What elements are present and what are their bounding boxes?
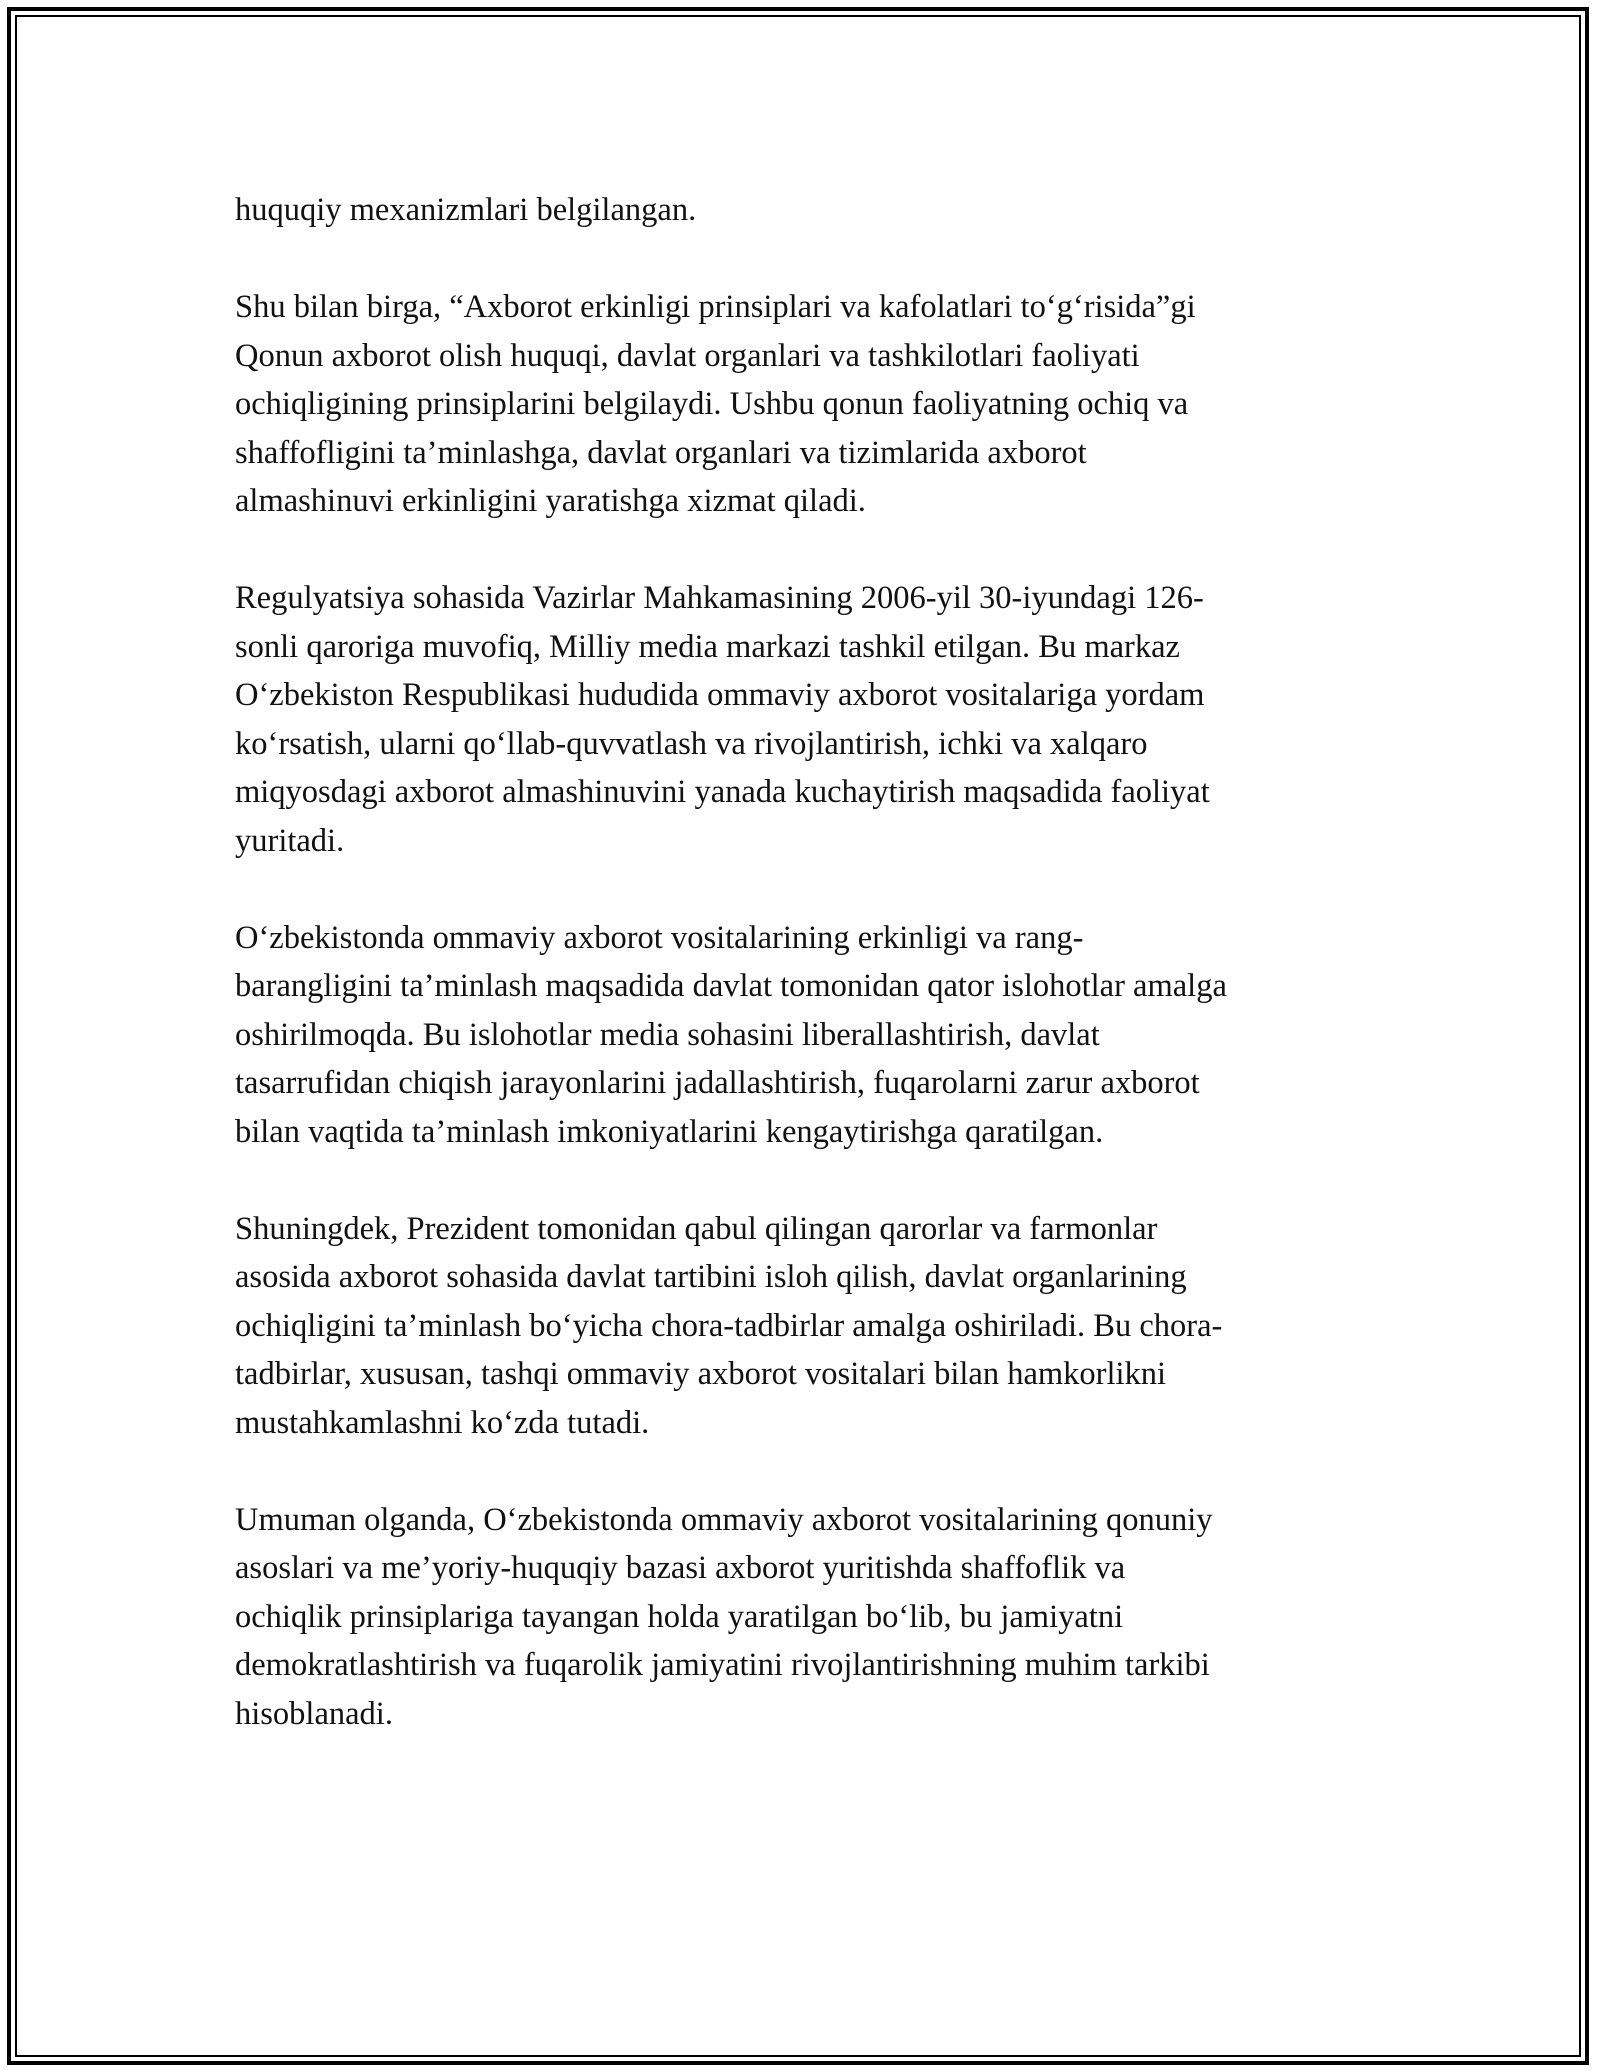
text-line: tadbirlar, xususan, tashqi ommaviy axborot vositalari bilan hamkorlikni	[235, 1356, 1167, 1392]
text-line: demokratlashtirish va fuqarolik jamiyatini rivojlantirishning muhim tarkibi	[235, 1647, 1210, 1683]
text-line: shaffofligini ta’minlashga, davlat organlari va tizimlarida axborot	[235, 434, 1087, 471]
paragraph-6	[235, 1496, 1375, 1739]
text-line: Regulyatsiya sohasida Vazirlar Mahkamasining 2006-yil 30-iyundagi 126-	[235, 580, 1204, 616]
paragraph-2	[235, 283, 1375, 526]
text-line: Qonun axborot olish huquqi, davlat organlari va tashkilotlari faoliyati	[235, 337, 1140, 374]
text-line: huquqiy mexanizmlari belgilangan.	[235, 192, 697, 228]
text-line: ochiqligini ta’minlash bo‘yicha chora-tadbirlar amalga oshiriladi. Bu chora-	[235, 1307, 1223, 1344]
text-line: bilan vaqtida ta’minlash imkoniyatlarini kengaytirishga qaratilgan.	[235, 1113, 1104, 1150]
paragraph-1	[235, 186, 1375, 235]
document-body	[235, 186, 1375, 1787]
paragraph-4	[235, 914, 1375, 1157]
text-line: miqyosdagi axborot almashinuvini yanada kuchaytirish maqsadida faoliyat	[235, 774, 1210, 810]
text-line: sonli qaroriga muvofiq, Milliy media markazi tashkil etilgan. Bu markaz	[235, 628, 1180, 665]
text-line: O‘zbekiston Respublikasi hududida ommaviy axborot vositalariga yordam	[235, 677, 1205, 713]
text-line: yuritadi.	[235, 822, 345, 859]
paragraph-3	[235, 574, 1375, 865]
text-line: almashinuvi erkinligini yaratishga xizmat qiladi.	[235, 483, 866, 519]
text-line: O‘zbekistonda ommaviy axborot vositalarining erkinligi va rang-	[235, 919, 1084, 956]
text-line: barangligini ta’minlash maqsadida davlat tomonidan qator islohotlar amalga	[235, 968, 1227, 1004]
paragraph-5	[235, 1205, 1375, 1448]
text-line: Shu bilan birga, “Axborot erkinligi prinsiplari va kafolatlari to‘g‘risida”gi	[235, 289, 1196, 325]
text-line: ochiqligining prinsiplarini belgilaydi. Ushbu qonun faoliyatning ochiq va	[235, 386, 1189, 422]
text-line: Umuman olganda, O‘zbekistonda ommaviy axborot vositalarining qonuniy	[235, 1501, 1213, 1538]
text-line: tasarrufidan chiqish jarayonlarini jadallashtirish, fuqarolarni zarur axborot	[235, 1065, 1200, 1101]
text-line: asosida axborot sohasida davlat tartibini isloh qilish, davlat organlarining	[235, 1259, 1187, 1295]
text-line: ko‘rsatish, ularni qo‘llab-quvvatlash va rivojlantirish, ichki va xalqaro	[235, 725, 1148, 762]
text-line: Shuningdek, Prezident tomonidan qabul qilingan qarorlar va farmonlar	[235, 1210, 1158, 1247]
text-line: hisoblanadi.	[235, 1695, 393, 1732]
text-line: oshirilmoqda. Bu islohotlar media sohasini liberallashtirish, davlat	[235, 1016, 1100, 1053]
text-line: asoslari va me’yoriy-huquqiy bazasi axborot yuritishda shaffoflik va	[235, 1550, 1126, 1586]
text-line: ochiqlik prinsiplariga tayangan holda yaratilgan bo‘lib, bu jamiyatni	[235, 1598, 1124, 1635]
text-line: mustahkamlashni ko‘zda tutadi.	[235, 1404, 650, 1441]
